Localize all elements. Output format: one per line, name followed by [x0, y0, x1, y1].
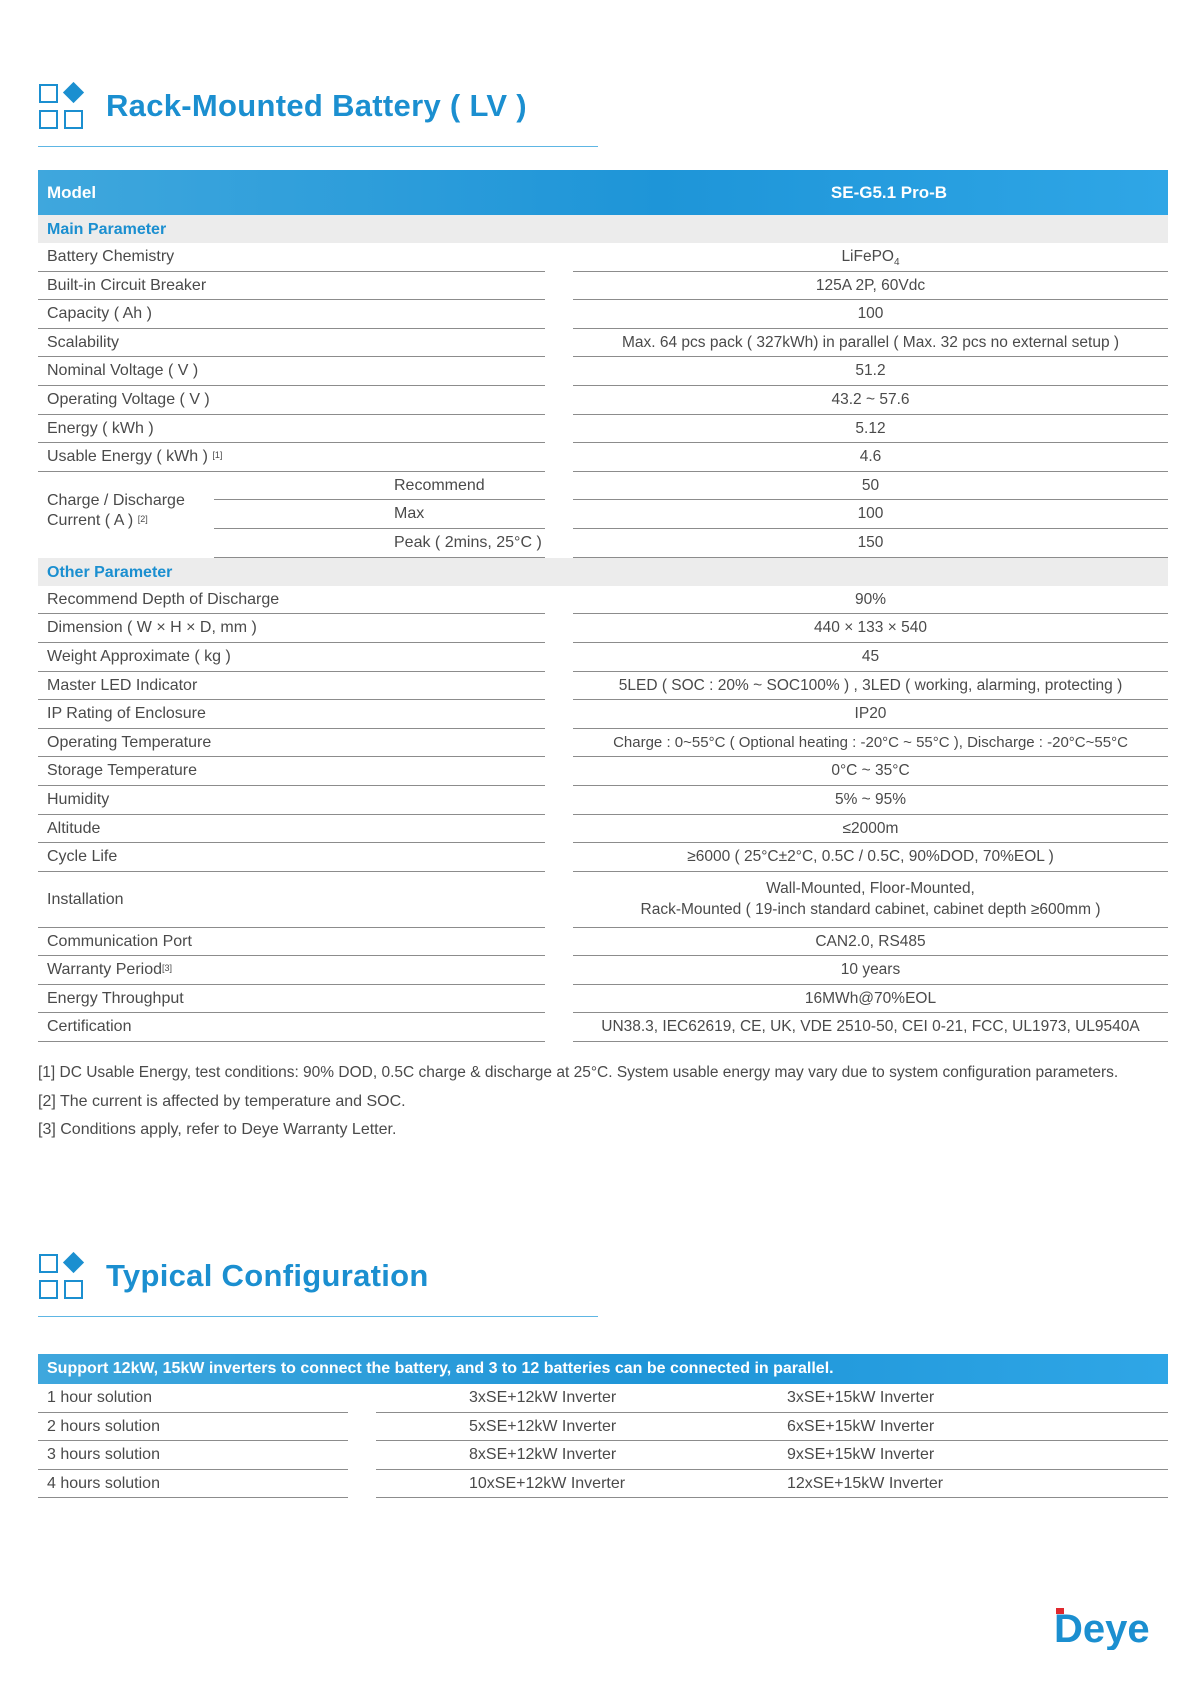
table-row [38, 872, 1168, 928]
table-row [38, 786, 1168, 815]
row-label: Master LED Indicator [38, 672, 545, 701]
row-value: UN38.3, IEC62619, CE, UK, VDE 2510-50, CEI 0-21, FCC, UL1973, UL9540A [573, 1013, 1168, 1042]
row-label: Scalability [38, 329, 545, 358]
solution-values: 3xSE+12kW Inverter 3xSE+15kW Inverter [376, 1384, 1168, 1413]
table-row [38, 985, 1168, 1014]
row-value: 45 [573, 643, 1168, 672]
solution-label: 1 hour solution [38, 1384, 348, 1413]
row-label: Operating Temperature [38, 729, 545, 758]
table-row [38, 243, 1168, 272]
solution-label: 4 hours solution [38, 1470, 348, 1499]
row-label: Cycle Life [38, 843, 545, 872]
table-row [38, 272, 1168, 301]
row-value: ≥6000 ( 25°C±2°C, 0.5C / 0.5C, 90%DOD, 70%EOL ) [573, 843, 1168, 872]
row-label: Usable Energy ( kWh ) [1] [38, 443, 545, 472]
four-square-tiles-icon [38, 82, 88, 132]
table-row [38, 757, 1168, 786]
row-value: 440 × 133 × 540 [573, 614, 1168, 643]
row-label: Certification [38, 1013, 545, 1042]
row-value: 125A 2P, 60Vdc [573, 272, 1168, 301]
table-row [38, 415, 1168, 444]
title-underline [38, 1316, 598, 1317]
solution-values: 10xSE+12kW Inverter 12xSE+15kW Inverter [376, 1470, 1168, 1499]
row-value: IP20 [573, 700, 1168, 729]
solution-values: 8xSE+12kW Inverter 9xSE+15kW Inverter [376, 1441, 1168, 1470]
model-label: Model [47, 183, 97, 202]
solution-label: 3 hours solution [38, 1441, 348, 1470]
row-label: Nominal Voltage ( V ) [38, 357, 545, 386]
row-value: 10 years [573, 956, 1168, 985]
solution-values: 5xSE+12kW Inverter 6xSE+15kW Inverter [376, 1413, 1168, 1442]
row-value: 5LED ( SOC : 20% ~ SOC100% ) , 3LED ( working, alarming, protecting ) [573, 672, 1168, 701]
title-underline [38, 146, 598, 147]
row-label: Battery Chemistry [38, 243, 545, 272]
row-label: Built-in Circuit Breaker [38, 272, 545, 301]
table-row [38, 928, 1168, 957]
row-label: IP Rating of Enclosure [38, 700, 545, 729]
row-value: ≤2000m [573, 815, 1168, 844]
deye-logo [1052, 1598, 1172, 1650]
table-row [38, 1384, 1168, 1413]
group-title-main: Main Parameter [38, 215, 1168, 243]
current-sub-row: Recommend [214, 472, 545, 501]
row-value: 0°C ~ 35°C [573, 757, 1168, 786]
page-title: Rack-Mounted Battery ( LV ) [106, 88, 527, 123]
table-row [38, 1441, 1168, 1470]
configuration-table [38, 1354, 1168, 1498]
table-row [38, 386, 1168, 415]
row-value: Charge : 0~55°C ( Optional heating : -20°C ~ 55°C ), Discharge : -20°C~55°C [573, 729, 1168, 758]
model-header-band [38, 170, 1168, 215]
row-value: 5.12 [573, 415, 1168, 444]
table-row [38, 614, 1168, 643]
table-row [38, 956, 1168, 985]
row-value: 100 [573, 300, 1168, 329]
row-value: 5% ~ 95% [573, 786, 1168, 815]
row-value: LiFePO$_4$ [573, 243, 1168, 272]
row-label: Humidity [38, 786, 545, 815]
charge-discharge-current-rows [38, 472, 1168, 558]
table-row [38, 443, 1168, 472]
table-row [38, 1470, 1168, 1499]
row-value: Max. 64 pcs pack ( 327kWh) in parallel ( Max. 32 pcs no external setup ) [573, 329, 1168, 358]
spec-table [38, 170, 1168, 1042]
table-row [38, 1413, 1168, 1442]
table-row [38, 672, 1168, 701]
row-value: 51.2 [573, 357, 1168, 386]
table-row [38, 700, 1168, 729]
table-row [38, 843, 1168, 872]
section-title: Typical Configuration [106, 1258, 429, 1293]
row-label: Communication Port [38, 928, 545, 957]
current-label: Charge / Discharge Current ( A ) [2] [47, 491, 185, 529]
row-value: 100 [573, 500, 1168, 529]
footnote: [3] Conditions apply, refer to Deye Warranty Letter. [38, 1121, 397, 1138]
row-label: Recommend Depth of Discharge [38, 586, 545, 615]
row-label: Dimension ( W × H × D, mm ) [38, 614, 545, 643]
row-value: Wall-Mounted, Floor-Mounted, Rack-Mounted ( 19-inch standard cabinet, cabinet depth ≥600mm ) [573, 872, 1168, 928]
solution-label: 2 hours solution [38, 1413, 348, 1442]
row-label: Warranty Period[3] [38, 956, 545, 985]
row-value: 90% [573, 586, 1168, 615]
row-label: Installation [38, 872, 545, 928]
table-row [38, 300, 1168, 329]
row-value: 16MWh@70%EOL [573, 985, 1168, 1014]
table-row [38, 1013, 1168, 1042]
table-row [38, 357, 1168, 386]
row-label: Capacity ( Ah ) [38, 300, 545, 329]
row-label: Operating Voltage ( V ) [38, 386, 545, 415]
configuration-banner: Support 12kW, 15kW inverters to connect the battery, and 3 to 12 batteries can be connected in parallel. [38, 1354, 1168, 1384]
row-label: Storage Temperature [38, 757, 545, 786]
svg-text:Deye: Deye [1054, 1607, 1150, 1650]
footnote-ref: [3] [162, 963, 173, 974]
current-sub-row: Max [214, 500, 545, 529]
row-value: 4.6 [573, 443, 1168, 472]
table-row [38, 729, 1168, 758]
row-label: Weight Approximate ( kg ) [38, 643, 545, 672]
row-label: Energy ( kWh ) [38, 415, 545, 444]
table-row [38, 586, 1168, 615]
footnotes [38, 1064, 1118, 1150]
row-label: Energy Throughput [38, 985, 545, 1014]
footnote: [1] DC Usable Energy, test conditions: 90% DOD, 0.5C charge & discharge at 25°C. System usable energy may vary due to system configuration parameters. [38, 1064, 1119, 1081]
row-value: CAN2.0, RS485 [573, 928, 1168, 957]
table-row [38, 815, 1168, 844]
group-title-other: Other Parameter [38, 558, 1168, 586]
footnote: [2] The current is affected by temperature and SOC. [38, 1092, 406, 1110]
model-value: SE-G5.1 Pro-B [830, 183, 948, 202]
four-square-tiles-icon [38, 1252, 88, 1302]
row-value: 43.2 ~ 57.6 [573, 386, 1168, 415]
footnote-ref: [1] [212, 450, 223, 461]
row-label: Altitude [38, 815, 545, 844]
row-value: 50 [573, 472, 1168, 501]
current-sub-row: Peak ( 2mins, 25°C ) [214, 529, 545, 558]
table-row [38, 643, 1168, 672]
row-value: 150 [573, 529, 1168, 558]
table-row [38, 329, 1168, 358]
